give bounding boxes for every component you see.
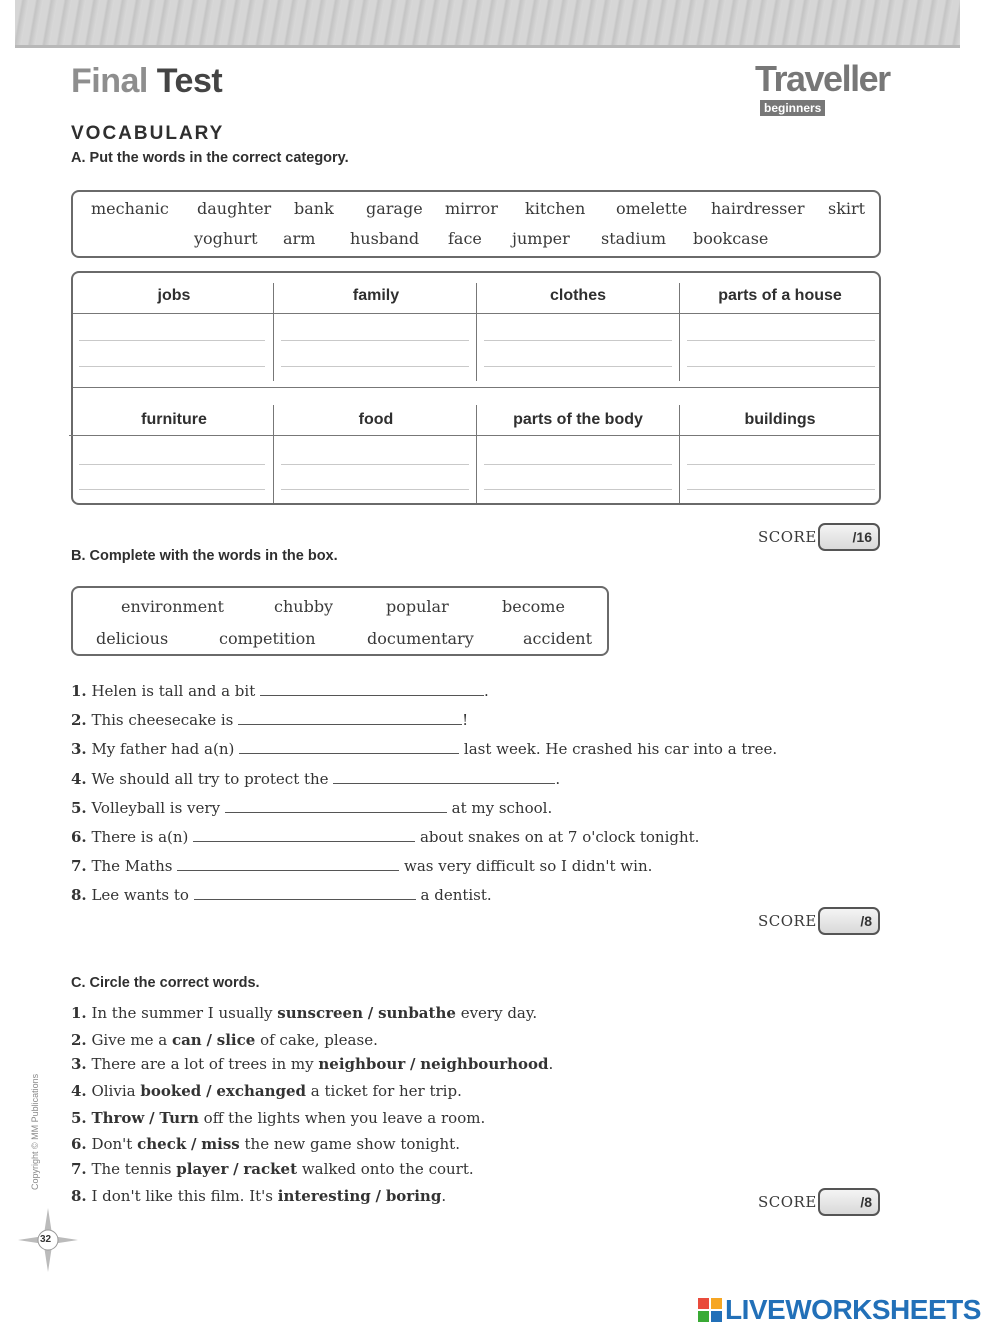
question-number: 8. [71, 1187, 87, 1205]
score-part-a [758, 523, 883, 551]
question-text: about snakes on at 7 o'clock tonight. [419, 828, 700, 846]
option-1[interactable]: can [171, 1031, 202, 1049]
question-number: 5. [71, 799, 87, 817]
question-text: at my school. [451, 799, 553, 817]
word-chip: skirt [828, 199, 866, 218]
question-c2: 2. Give me a can / slice of cake, please. [71, 1031, 378, 1049]
page-number: 32 [40, 1234, 52, 1245]
option-1[interactable]: check [137, 1135, 187, 1153]
question-b7 [71, 857, 652, 879]
traveller-logo-sub: beginners [760, 100, 825, 116]
question-text: . [548, 1055, 554, 1073]
question-text: a dentist. [420, 886, 492, 904]
word-chip: accident [523, 629, 593, 648]
answer-line[interactable] [687, 489, 875, 490]
table-divider [69, 435, 879, 436]
question-text: of cake, please. [260, 1031, 378, 1049]
word-chip: competition [219, 629, 316, 648]
answer-line[interactable] [484, 489, 672, 490]
question-number: 2. [71, 711, 87, 729]
word-chip: popular [386, 597, 449, 616]
question-number: 8. [71, 886, 87, 904]
score-box[interactable] [818, 1188, 880, 1216]
option-2[interactable]: neighbourhood [420, 1055, 549, 1073]
answer-line[interactable] [79, 340, 265, 341]
question-number: 3. [71, 1055, 87, 1073]
question-text: Give me a [91, 1031, 168, 1049]
question-text: walked onto the court. [301, 1160, 474, 1178]
word-chip: yoghurt [194, 229, 258, 248]
column-divider [273, 405, 274, 503]
question-c8: 8. I don't like this film. It's interesting / boring. [71, 1187, 447, 1205]
word-chip: stadium [601, 229, 667, 248]
question-c7: 7. The tennis player / racket walked onto the court. [71, 1160, 474, 1178]
word-chip: environment [121, 597, 224, 616]
question-text: I don't like this film. It's [91, 1187, 273, 1205]
answer-line[interactable] [484, 464, 672, 465]
option-2[interactable]: racket [243, 1160, 298, 1178]
answer-line[interactable] [79, 366, 265, 367]
option-1[interactable]: booked [140, 1082, 202, 1100]
answer-blank[interactable] [238, 711, 462, 725]
category-header-buildings: buildings [744, 411, 816, 428]
answer-line[interactable] [484, 366, 672, 367]
answer-line[interactable] [281, 489, 469, 490]
question-number: 3. [71, 740, 87, 758]
question-text: We should all try to protect the [91, 770, 329, 788]
word-chip: delicious [96, 629, 169, 648]
answer-blank[interactable] [333, 770, 555, 784]
score-part-c [758, 1188, 883, 1216]
word-chip: face [448, 229, 482, 248]
question-text: last week. He crashed his car into a tree. [463, 740, 778, 758]
question-b3 [71, 740, 777, 762]
score-box[interactable] [818, 907, 880, 935]
word-chip: mirror [445, 199, 498, 218]
question-c4: 4. Olivia booked / exchanged a ticket for her trip. [71, 1082, 462, 1100]
word-chip: jumper [512, 229, 570, 248]
question-text: Lee wants to [91, 886, 189, 904]
score-box[interactable] [818, 523, 880, 551]
answer-line[interactable] [484, 340, 672, 341]
option-1[interactable]: Throw [91, 1109, 145, 1127]
option-1[interactable]: player [176, 1160, 229, 1178]
question-text: . [555, 770, 561, 788]
category-header-jobs: jobs [157, 287, 191, 304]
column-divider [273, 283, 274, 381]
category-header-parts-of-house: parts of a house [718, 287, 842, 304]
question-number: 1. [71, 682, 87, 700]
question-number: 6. [71, 828, 87, 846]
answer-blank[interactable] [177, 857, 399, 871]
score-total: /16 [852, 529, 872, 545]
question-number: 1. [71, 1004, 87, 1022]
word-chip: husband [350, 229, 420, 248]
question-text: every day. [460, 1004, 538, 1022]
category-header-clothes: clothes [549, 287, 606, 304]
option-1[interactable]: interesting [277, 1187, 371, 1205]
answer-line[interactable] [687, 340, 875, 341]
option-2[interactable]: Turn [159, 1109, 199, 1127]
part-b-instruction: B. Complete with the words in the box. [71, 548, 338, 564]
question-text: . [441, 1187, 447, 1205]
word-chip: bank [294, 199, 334, 218]
part-a-word-box [71, 190, 881, 258]
category-header-parts-of-body: parts of the body [513, 411, 643, 428]
question-c5: 5. Throw / Turn off the lights when you leave a room. [71, 1109, 486, 1127]
option-2[interactable]: miss [201, 1135, 240, 1153]
answer-blank[interactable] [225, 799, 447, 813]
question-text: was very difficult so I didn't win. [404, 857, 653, 875]
title-test: Test [156, 62, 223, 100]
score-total: /8 [860, 1194, 872, 1210]
answer-line[interactable] [79, 464, 265, 465]
category-header-family: family [352, 287, 400, 304]
question-c1: 1. In the summer I usually sunscreen / sunbathe every day. [71, 1004, 538, 1022]
word-chip: documentary [367, 629, 474, 648]
answer-line[interactable] [687, 366, 875, 367]
liveworksheets-brand [698, 1294, 981, 1326]
word-chip: arm [283, 229, 316, 248]
question-b2 [71, 711, 468, 733]
answer-line[interactable] [281, 366, 469, 367]
question-number: 7. [71, 857, 87, 875]
title-final: Final [71, 62, 148, 100]
question-text: . [484, 682, 489, 700]
question-b5 [71, 799, 552, 821]
category-table [71, 271, 881, 505]
category-header-furniture: furniture [141, 411, 207, 428]
word-chip: garage [366, 199, 423, 218]
page-title [71, 62, 222, 101]
table-divider [73, 387, 879, 388]
question-text: the new game show tonight. [244, 1135, 460, 1153]
question-text: This cheesecake is [91, 711, 234, 729]
answer-blank[interactable] [194, 886, 416, 900]
question-number: 6. [71, 1135, 87, 1153]
score-total: /8 [860, 913, 872, 929]
part-b-word-box [71, 586, 609, 656]
column-divider [679, 283, 680, 381]
option-1[interactable]: neighbour [318, 1055, 406, 1073]
column-divider [476, 405, 477, 503]
answer-line[interactable] [281, 464, 469, 465]
question-b6 [71, 828, 699, 850]
question-text: off the lights when you leave a room. [203, 1109, 486, 1127]
top-decorative-band [15, 0, 960, 48]
word-chip: bookcase [693, 229, 769, 248]
question-number: 7. [71, 1160, 87, 1178]
traveller-logo: Traveller [755, 58, 890, 99]
question-text: ! [462, 711, 469, 729]
score-part-b [758, 907, 883, 935]
option-2[interactable]: slice [216, 1031, 256, 1049]
word-chip: chubby [274, 597, 334, 616]
question-text: In the summer I usually [91, 1004, 273, 1022]
column-divider [476, 283, 477, 381]
question-number: 4. [71, 1082, 87, 1100]
question-text: a ticket for her trip. [310, 1082, 462, 1100]
question-text: Olivia [91, 1082, 136, 1100]
option-1[interactable]: sunscreen [277, 1004, 364, 1022]
word-chip: omelette [616, 199, 688, 218]
score-label: SCORE [758, 1193, 817, 1211]
question-text: There are a lot of trees in my [91, 1055, 314, 1073]
part-a-instruction: A. Put the words in the correct category. [71, 150, 349, 166]
score-label: SCORE [758, 912, 817, 930]
question-c3: 3. There are a lot of trees in my neighbour / neighbourhood. [71, 1055, 554, 1073]
question-number: 4. [71, 770, 87, 788]
liveworksheets-text: LIVEWORKSHEETS [725, 1294, 981, 1325]
answer-blank[interactable] [239, 740, 459, 754]
answer-blank[interactable] [193, 828, 415, 842]
answer-line[interactable] [281, 340, 469, 341]
part-c-instruction: C. Circle the correct words. [71, 975, 260, 991]
liveworksheets-logo-icon [698, 1298, 722, 1322]
question-text: Volleyball is very [91, 799, 221, 817]
category-header-food: food [358, 411, 394, 428]
score-label: SCORE [758, 528, 817, 546]
question-text: My father had a(n) [91, 740, 235, 758]
option-2[interactable]: boring [385, 1187, 442, 1205]
question-text: The tennis [91, 1160, 172, 1178]
question-c6: 6. Don't check / miss the new game show tonight. [71, 1135, 460, 1153]
question-b1 [71, 682, 489, 704]
answer-line[interactable] [687, 464, 875, 465]
answer-line[interactable] [79, 489, 265, 490]
question-b4 [71, 770, 560, 792]
column-divider [679, 405, 680, 503]
question-text: There is a(n) [91, 828, 189, 846]
answer-blank[interactable] [260, 682, 484, 696]
question-number: 5. [71, 1109, 87, 1127]
copyright-notice: Copyright © MM Publications [30, 1073, 40, 1190]
word-chip: daughter [197, 199, 272, 218]
question-text: Don't [91, 1135, 133, 1153]
question-text: The Maths [91, 857, 173, 875]
question-number: 2. [71, 1031, 87, 1049]
word-chip: mechanic [91, 199, 169, 218]
question-b8 [71, 886, 492, 908]
word-chip: kitchen [525, 199, 586, 218]
option-2[interactable]: sunbathe [378, 1004, 456, 1022]
word-chip: become [502, 597, 565, 616]
option-2[interactable]: exchanged [216, 1082, 306, 1100]
word-chip: hairdresser [711, 199, 805, 218]
vocabulary-heading: VOCABULARY [71, 123, 225, 144]
question-text: Helen is tall and a bit [91, 682, 256, 700]
